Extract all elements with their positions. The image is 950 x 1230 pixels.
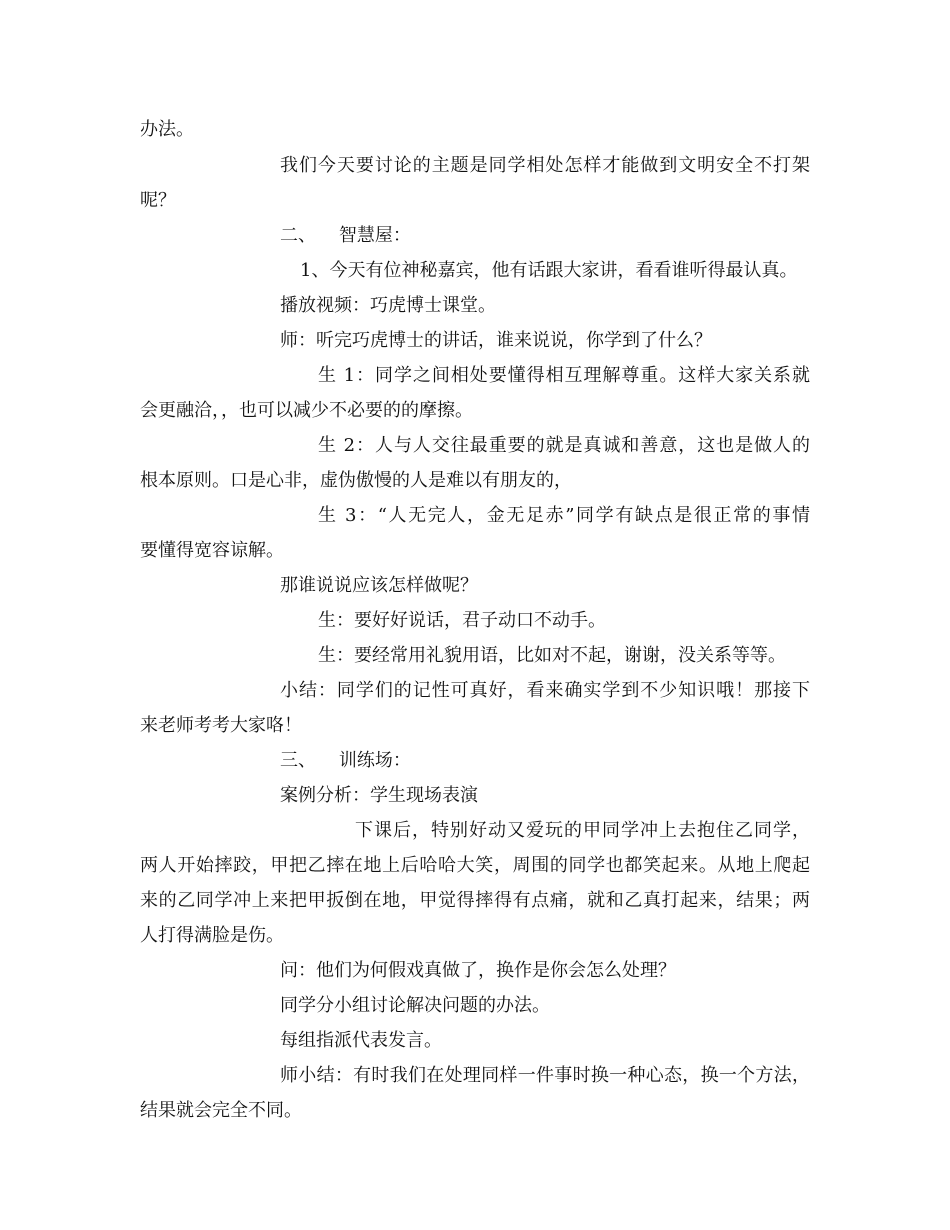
- text-line: 播放视频：巧虎博士课堂。: [280, 295, 496, 316]
- text-line: 那谁说说应该怎样做呢？: [280, 575, 478, 596]
- text-line: 生 3：“人无完人，金无足赤”同学有缺点是很正常的事情: [318, 505, 810, 526]
- text-line: 生 1：同学之间相处要懂得相互理解尊重。这样大家关系就: [318, 365, 810, 386]
- text-line: 案例分析：学生现场表演: [280, 785, 478, 806]
- text-line: 来的乙同学冲上来把甲扳倒在地，甲觉得摔得有点痛，就和乙真打起来，结果；两: [140, 890, 810, 911]
- text-line: 师小结：有时我们在处理同样一件事时换一种心态，换一个方法，: [280, 1065, 810, 1086]
- text-line: 办法。: [140, 119, 194, 140]
- text-line: 人打得满脸是伤。: [140, 925, 284, 946]
- text-line: 来老师考考大家咯！: [140, 715, 302, 736]
- text-line: 生 2：人与人交往最重要的就是真诚和善意，这也是做人的: [318, 435, 810, 456]
- section-heading: 三、 训练场：: [280, 750, 411, 771]
- text-line: 两人开始摔跤，甲把乙摔在地上后哈哈大笑，周围的同学也都笑起来。从地上爬起: [140, 855, 810, 876]
- text-line: 会更融洽，，也可以减少不必要的的摩擦。: [140, 400, 473, 421]
- text-line: 我们今天要讨论的主题是同学相处怎样才能做到文明安全不打架: [280, 155, 810, 176]
- text-line: 呢？: [140, 190, 176, 211]
- text-line: 问：他们为何假戏真做了，换作是你会怎么处理？: [280, 960, 676, 981]
- text-line: 要懂得宽容谅解。: [140, 540, 284, 561]
- text-line: 下课后，特别好动又爱玩的甲同学冲上去抱住乙同学，: [355, 820, 810, 841]
- text-line: 结果就会完全不同。: [140, 1100, 302, 1121]
- text-line: 生：要好好说话，君子动口不动手。: [318, 610, 606, 631]
- text-line: 根本原则。口是心非，虚伪傲慢的人是难以有朋友的，: [140, 470, 572, 491]
- text-line: 师：听完巧虎博士的讲话，谁来说说，你学到了什么？: [280, 330, 712, 351]
- text-line: 生：要经常用礼貌用语，比如对不起，谢谢，没关系等等。: [318, 645, 786, 666]
- text-line: 1、今天有位神秘嘉宾，他有话跟大家讲，看看谁听得最认真。: [300, 260, 798, 281]
- text-line: 同学分小组讨论解决问题的办法。: [280, 995, 550, 1016]
- text-line: 每组指派代表发言。: [280, 1030, 442, 1051]
- text-line: 小结：同学们的记性可真好，看来确实学到不少知识哦！那接下: [280, 680, 810, 701]
- section-heading: 二、 智慧屋：: [280, 225, 411, 246]
